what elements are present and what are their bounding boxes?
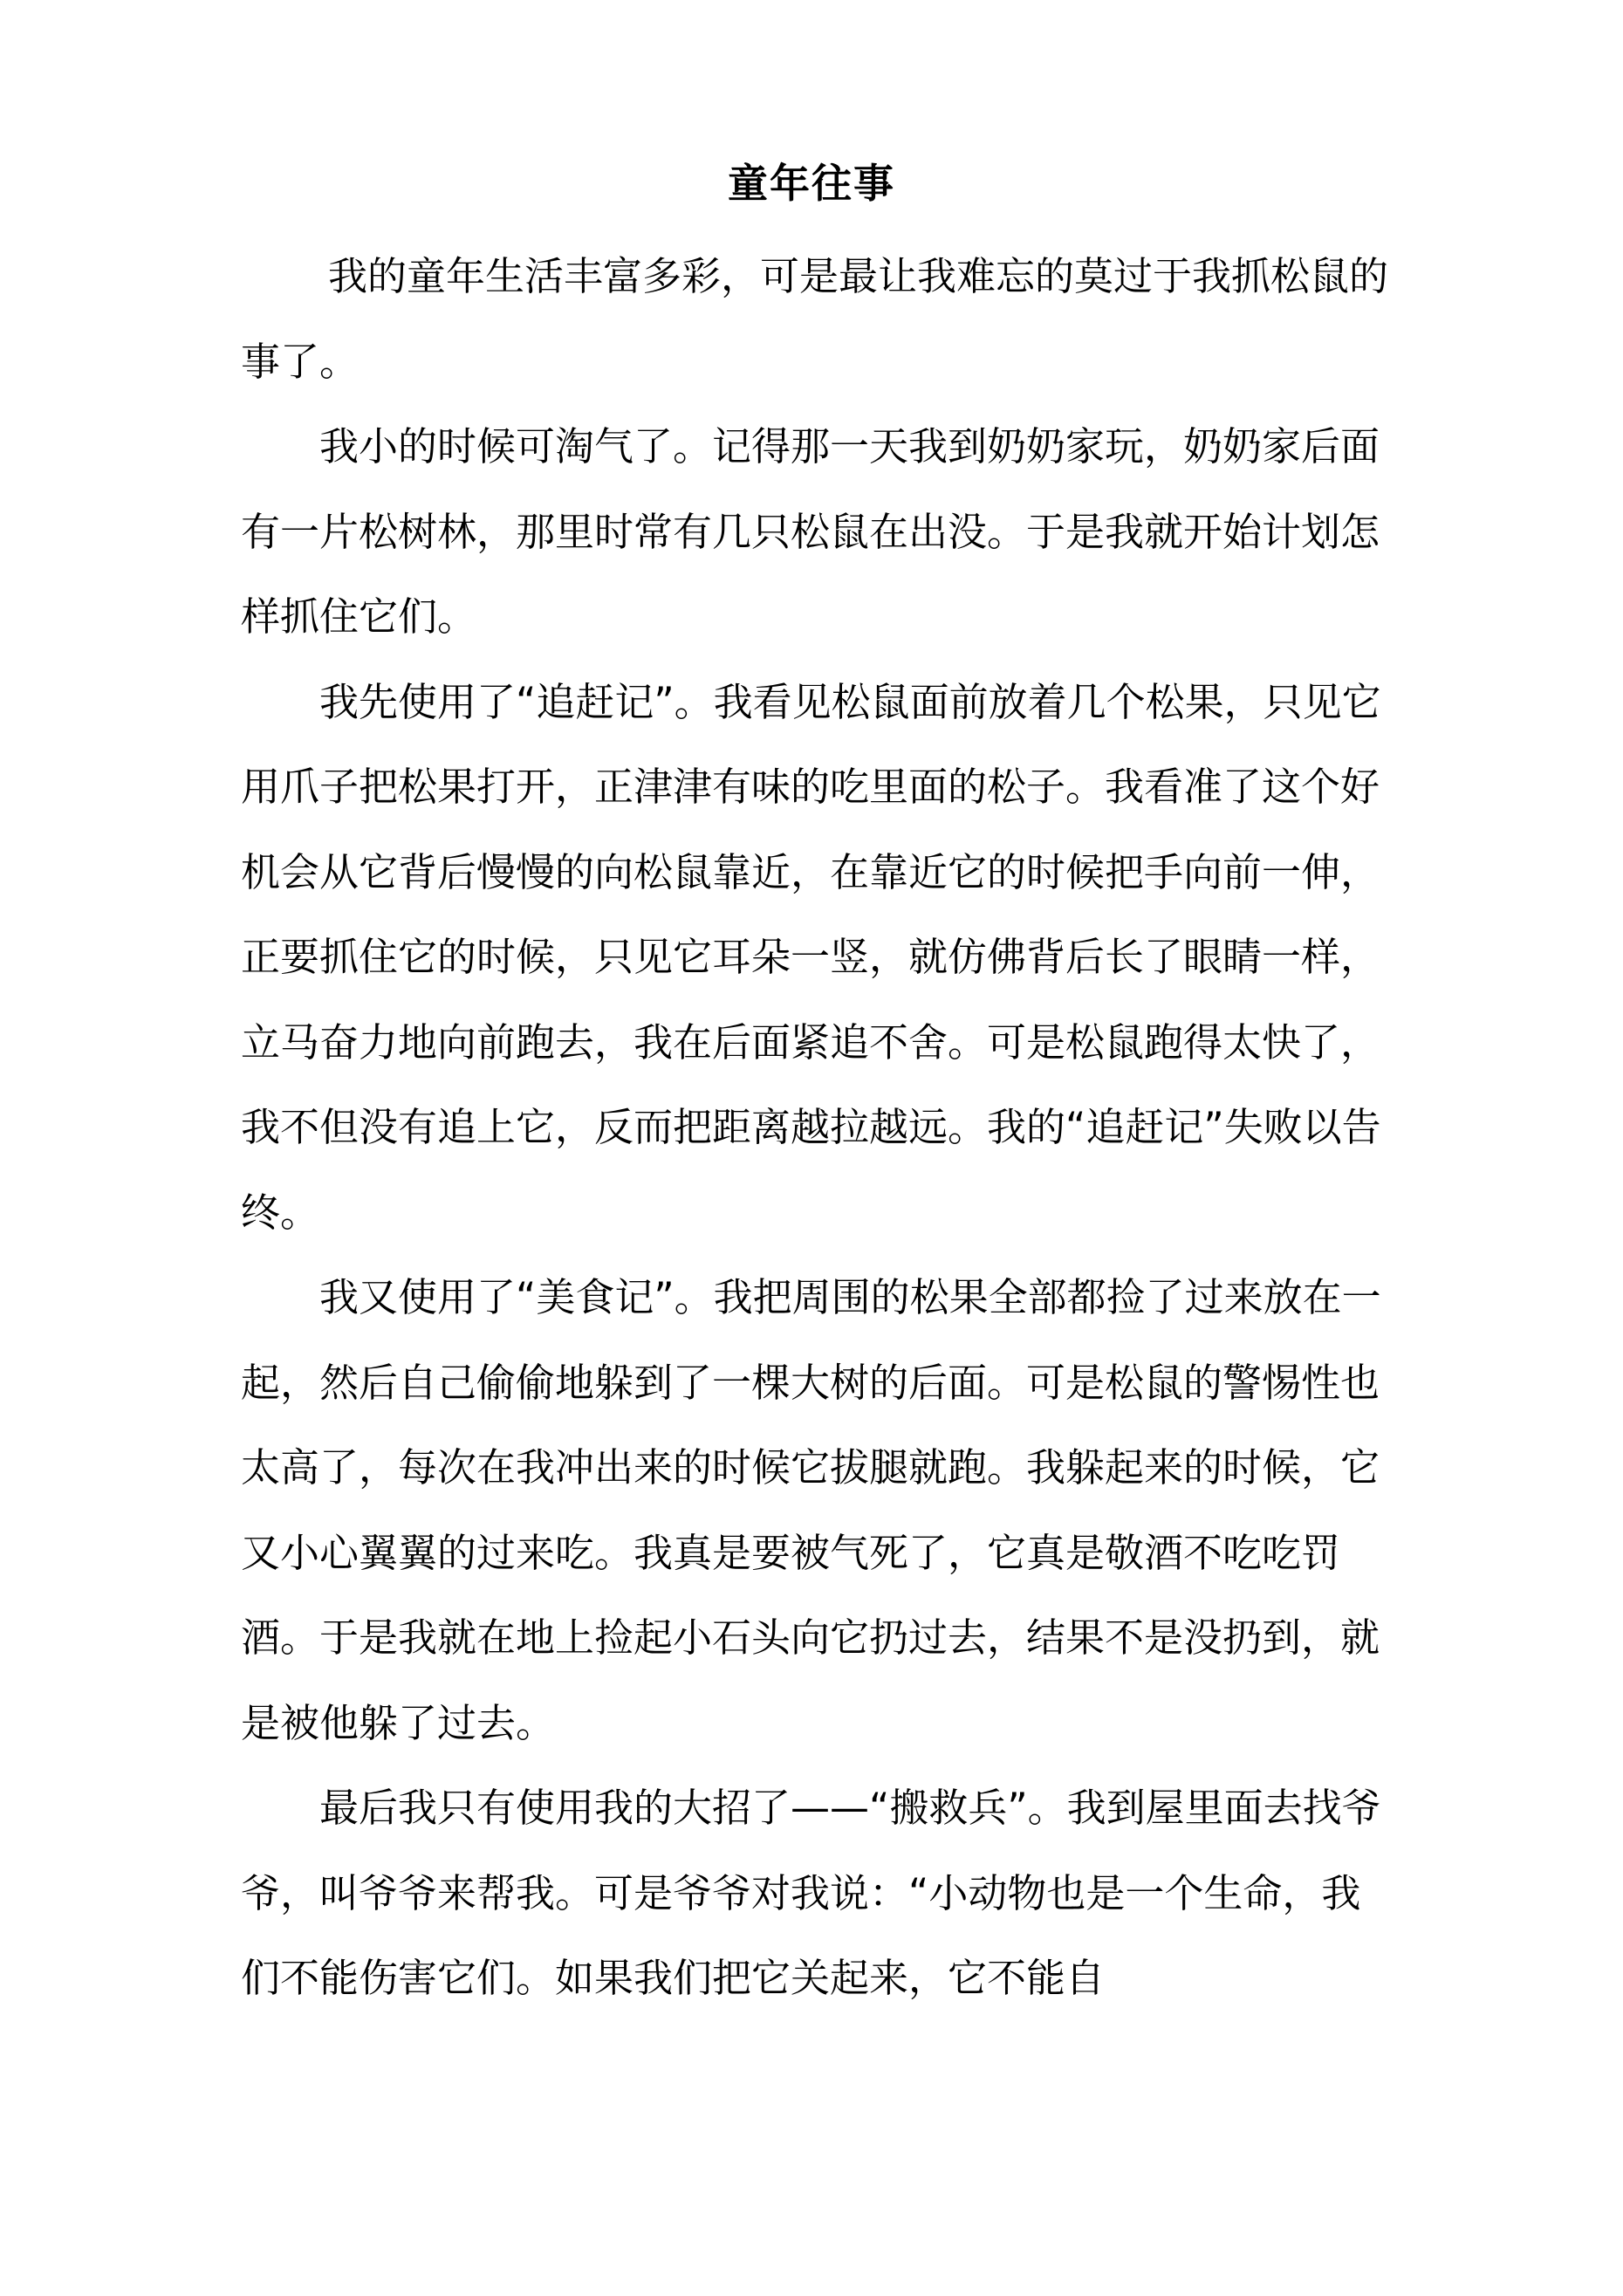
document-body xyxy=(241,234,1393,2021)
paragraph-4: 我又使用了“美食记”。我把周围的松果全部都捡了过来放在一起，然后自己偷偷地躲到了一棵大树的后面。可是松鼠的警惕性也太高了，每次在我冲出来的时候它拔腿就跑。我躲起来的时候，它又小心翼翼的过来吃。我真是要被气死了，它真是敬酒不吃吃罚酒。于是我就在地上捡起小石头向它扔过去，结果不是没扔到，就是被他躲了过去。 xyxy=(241,1274,1381,1746)
paragraph-3: 我先使用了“追赶记”。我看见松鼠面前放着几个松果，只见它用爪子把松果打开，正津津有味的吃里面的松子。我看准了这个好机会从它背后慢慢的向松鼠靠近，在靠近它的时候把手向前一伸，正要抓住它的时候，只见它耳朵一竖，就仿佛背后长了眼睛一样，立马奋力地向前跑去，我在后面紧追不舍。可是松鼠跑得太快了，我不但没有追上它，反而把距离越拉越远。我的“追赶记”失败以告终。 xyxy=(241,678,1381,1236)
document-title: 童年往事 xyxy=(728,160,895,207)
paragraph-1: 我的童年生活丰富多彩，可是最让我难忘的莫过于我抓松鼠的事了。 xyxy=(241,253,1389,385)
paragraph-5: 最后我只有使用我的大招了——“搬救兵”。我到屋里面去找爷爷，叫爷爷来帮我。可是爷爷对我说：“小动物也是一个生命，我们不能伤害它们。如果我们把它关起来，它不能自 xyxy=(241,1785,1381,2001)
paragraph-2: 我小的时候可淘气了。记得那一天我到奶奶家玩，奶奶家后面有一片松树林，那里时常有几只松鼠在出没。于是我就开始计划怎样抓住它们。 xyxy=(241,423,1380,640)
